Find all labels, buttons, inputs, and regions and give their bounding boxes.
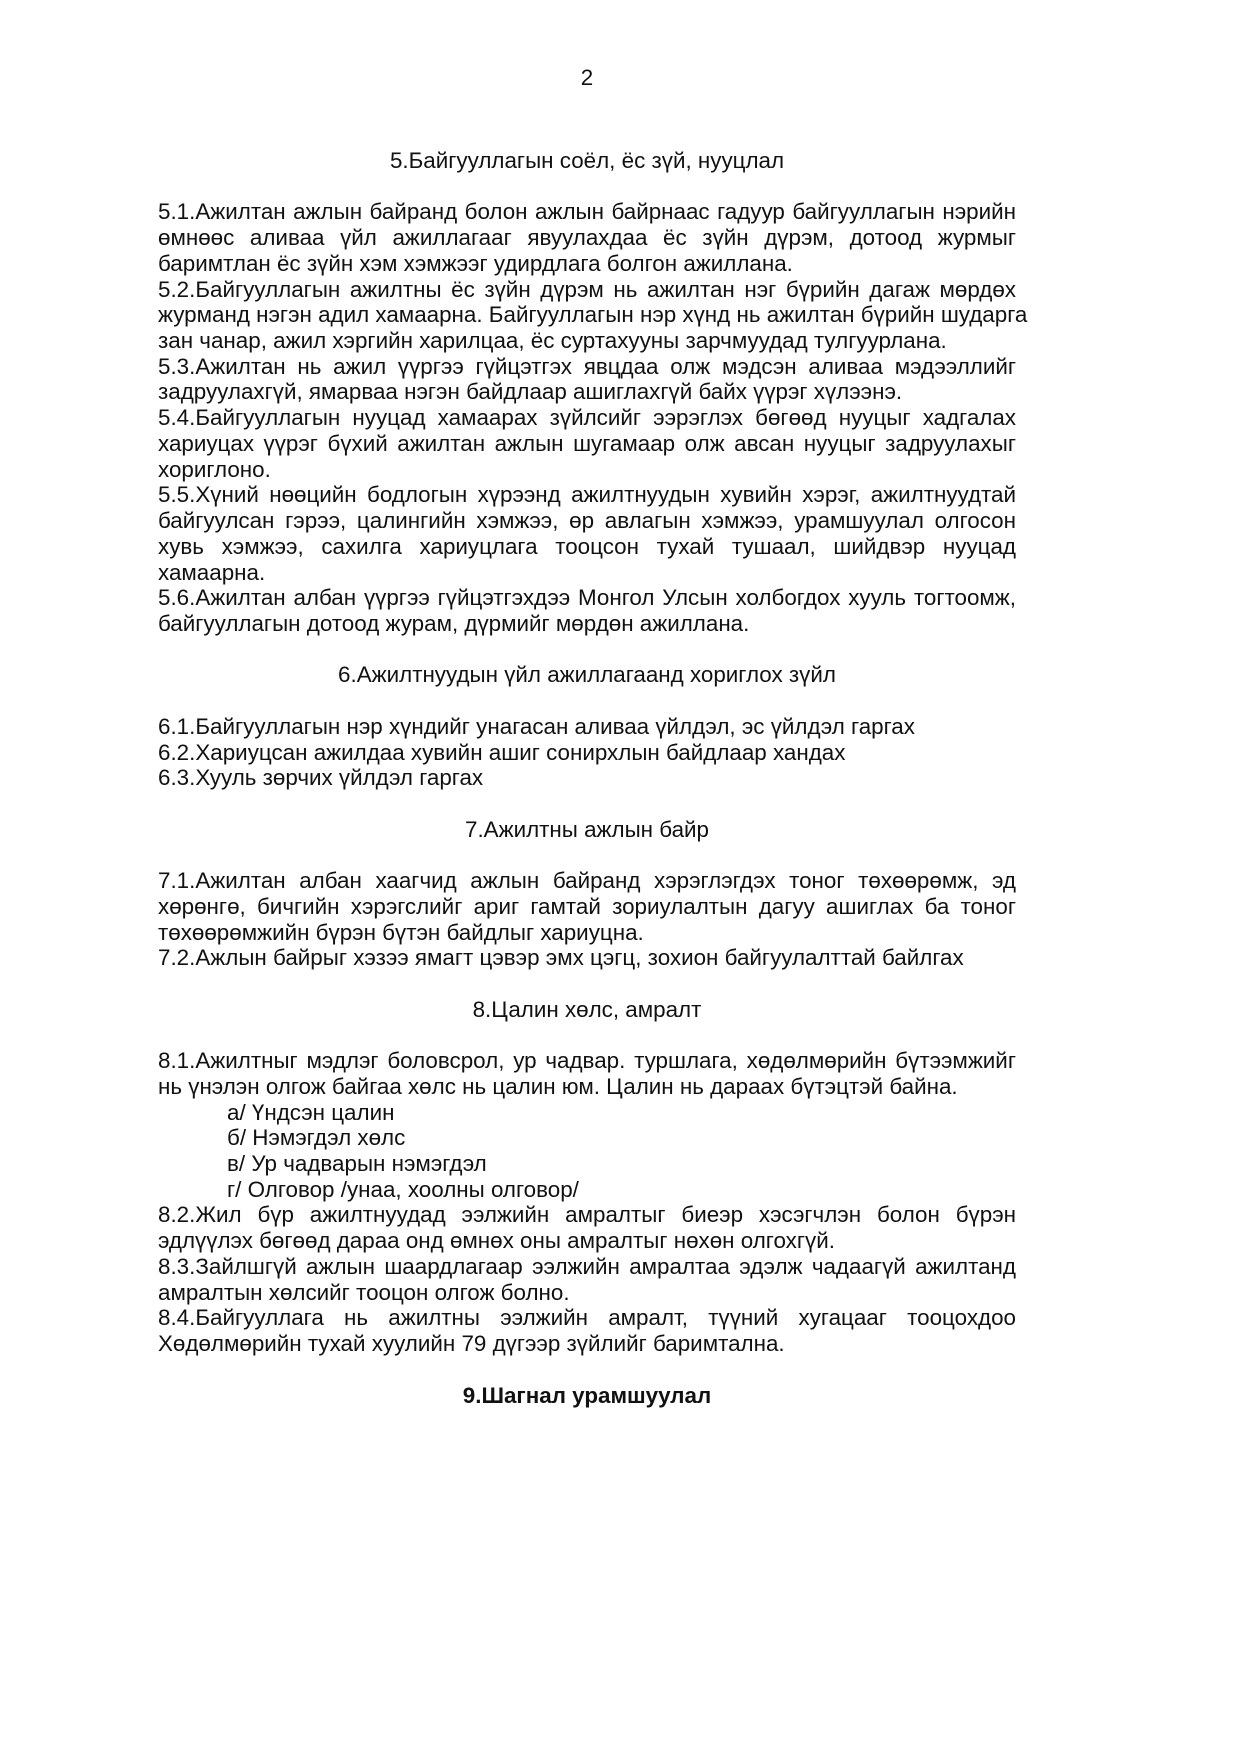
clause-8-4 [158,1305,1016,1356]
document-body [158,148,1028,1408]
clause-line: 7.1.Ажилтан албан хаагчид ажлын байранд хэрэглэгдэх тоног төхөөрөмж, эд [158,868,1016,894]
blank-line [158,842,1016,868]
clause-line: 8.2.Жил бүр ажилтнуудад ээлжийн амралтыг биеэр хэсэгчлэн болон бүрэн [158,1202,1016,1228]
clause-7-1 [158,868,1016,945]
clause-5-5 [158,482,1016,585]
clause-line: хамаарна. [158,559,266,585]
clause-line: байгууллагын дотоод журам, дүрмийг мөрдөн ажиллана. [158,610,750,636]
clause-line: 5.3.Ажилтан нь ажил үүргээ гүйцэтгэх явцдаа олж мэдсэн аливаа мэдээллийг [158,353,1016,379]
section-6-prohibited-actions [158,662,1016,791]
section-heading: 6.Ажилтнуудын үйл ажиллагаанд хориглох зүйл [338,662,836,688]
section-9-rewards [158,1383,1016,1409]
clause-line: амралтын хөлсийг тооцон олгож болно. [158,1279,570,1305]
clause-line: 5.6.Ажилтан албан үүргээ гүйцэтгэхдээ Монгол Улсын холбогдох хууль тогтоомж, [158,585,1016,611]
clause-line: нь үнэлэн олгож байгаа хөлс нь цалин юм. Цалин нь дараах бүтэцтэй байна. [158,1073,958,1099]
clause-line: хариуцах үүрэг бүхий ажилтан ажлын шугамаар олж авсан нууцыг задруулахыг [158,430,1016,456]
clause-5-4 [158,405,1016,482]
clause-line: задруулахгүй, ямарваа нэгэн байдлаар ашиглахгүй байх үүрэг хүлээнэ. [158,379,903,405]
section-5-ethics-confidentiality [158,148,1028,637]
clause-8-1 [158,1048,1016,1202]
clause-5-1 [158,199,1016,276]
clause-5-6 [158,585,1016,636]
clause-line: 8.1.Ажилтныг мэдлэг боловсрол, ур чадвар. туршлага, хөдөлмөрийн бүтээмжийг [158,1048,1016,1074]
clause-line: зан чанар, ажил хэргийн харилцаа, ёс суртахууны зарчмуудад тулгуурлана. [158,328,947,354]
clause-line: 5.2.Байгууллагын ажилтны ёс зүйн дүрэм нь ажилтан нэг бүрийн дагаж мөрдөх [158,276,1016,302]
clause-6-2: 6.2.Хариуцсан ажилдаа хувийн ашиг сонирхлын байдлаар хандах [158,739,846,765]
clause-line: хөрөнгө, бичгийн хэрэгслийг ариг гамтай зориулалтын дагуу ашиглах ба тоног [158,893,1016,919]
blank-line [158,637,1016,663]
salary-component-item: г/ Олговор /унаа, хоолны олговор/ [227,1176,579,1202]
blank-line [158,1357,1016,1383]
blank-line [158,791,1016,817]
section-8-salary-leave [158,997,1016,1357]
section-heading: 7.Ажилтны ажлын байр [465,816,709,842]
salary-component-item: б/ Нэмэгдэл хөлс [227,1125,406,1151]
clause-line: эдлүүлэх бөгөөд дараа онд өмнөх оны амралтыг нөхөн олгохгүй. [158,1228,835,1254]
clause-line: хориглоно. [158,456,271,482]
clause-7-2: 7.2.Ажлын байрыг хэзээ ямагт цэвэр эмх цэгц, зохион байгуулалттай байлгах [158,945,964,971]
clause-5-3 [158,354,1016,405]
section-heading: 8.Цалин хөлс, амралт [472,996,702,1022]
clause-6-3: 6.3.Хууль зөрчих үйлдэл гаргах [158,765,484,791]
clause-line: баримтлан ёс зүйн хэм хэмжээг удирдлага болгон ажиллана. [158,250,793,276]
blank-line [158,688,1016,714]
clause-6-1: 6.1.Байгууллагын нэр хүндийг унагасан аливаа үйлдэл, эс үйлдэл гаргах [158,713,915,739]
clause-line: байгуулсан гэрээ, цалингийн хэмжээ, өр авлагын хэмжээ, урамшуулал олгосон [158,508,1016,534]
clause-line: 5.5.Хүний нөөцийн бодлогын хүрээнд ажилтнуудын хувийн хэрэг, ажилтнуудтай [158,482,1016,508]
salary-component-item: в/ Ур чадварын нэмэгдэл [227,1151,487,1177]
clause-line: 8.3.Зайлшгүй ажлын шаардлагаар ээлжийн амралтаа эдэлж чадаагүй ажилтанд [158,1253,1016,1279]
salary-components-list [158,1100,1016,1203]
blank-line [158,971,1016,997]
clause-8-3 [158,1254,1016,1305]
clause-line: 8.4.Байгууллага нь ажилтны ээлжийн амралт, түүний хугацааг тооцохдоо [158,1305,1016,1331]
section-heading: 9.Шагнал урамшуулал [462,1382,712,1408]
clause-line: хувь хэмжээ, сахилга хариуцлага тооцсон тухай тушаал, шийдвэр нууцад [158,533,1016,559]
clause-line: 5.4.Байгууллагын нууцад хамаарах зүйлсийг ээрэглэх бөгөөд нууцыг хадгалах [158,405,1016,431]
clause-line: 5.1.Ажилтан ажлын байранд болон ажлын байрнаас гадуур байгууллагын нэрийн [158,199,1016,225]
page-number: 2 [580,65,594,90]
blank-line [158,174,1016,200]
clause-line: журманд нэгэн адил хамаарна. Байгууллагын нэр хүнд нь ажилтан бүрийн шударга [158,302,1028,328]
section-heading: 5.Байгууллагын соёл, ёс зүй, нууцлал [389,148,785,173]
section-7-workplace [158,817,1016,971]
salary-component-item: а/ Үндсэн цалин [227,1099,395,1125]
clause-line: өмнөөс аливаа үйл ажиллагааг явуулахдаа ёс зүйн дүрэм, дотоод журмыг [158,225,1016,251]
clause-8-2 [158,1202,1016,1253]
clause-5-2 [158,276,1028,354]
clause-line: төхөөрөмжийн бүрэн бүтэн байдлыг хариуцна. [158,919,644,945]
clause-line: Хөдөлмөрийн тухай хуулийн 79 дүгээр зүйлийг баримтална. [158,1331,785,1357]
blank-line [158,1022,1016,1048]
